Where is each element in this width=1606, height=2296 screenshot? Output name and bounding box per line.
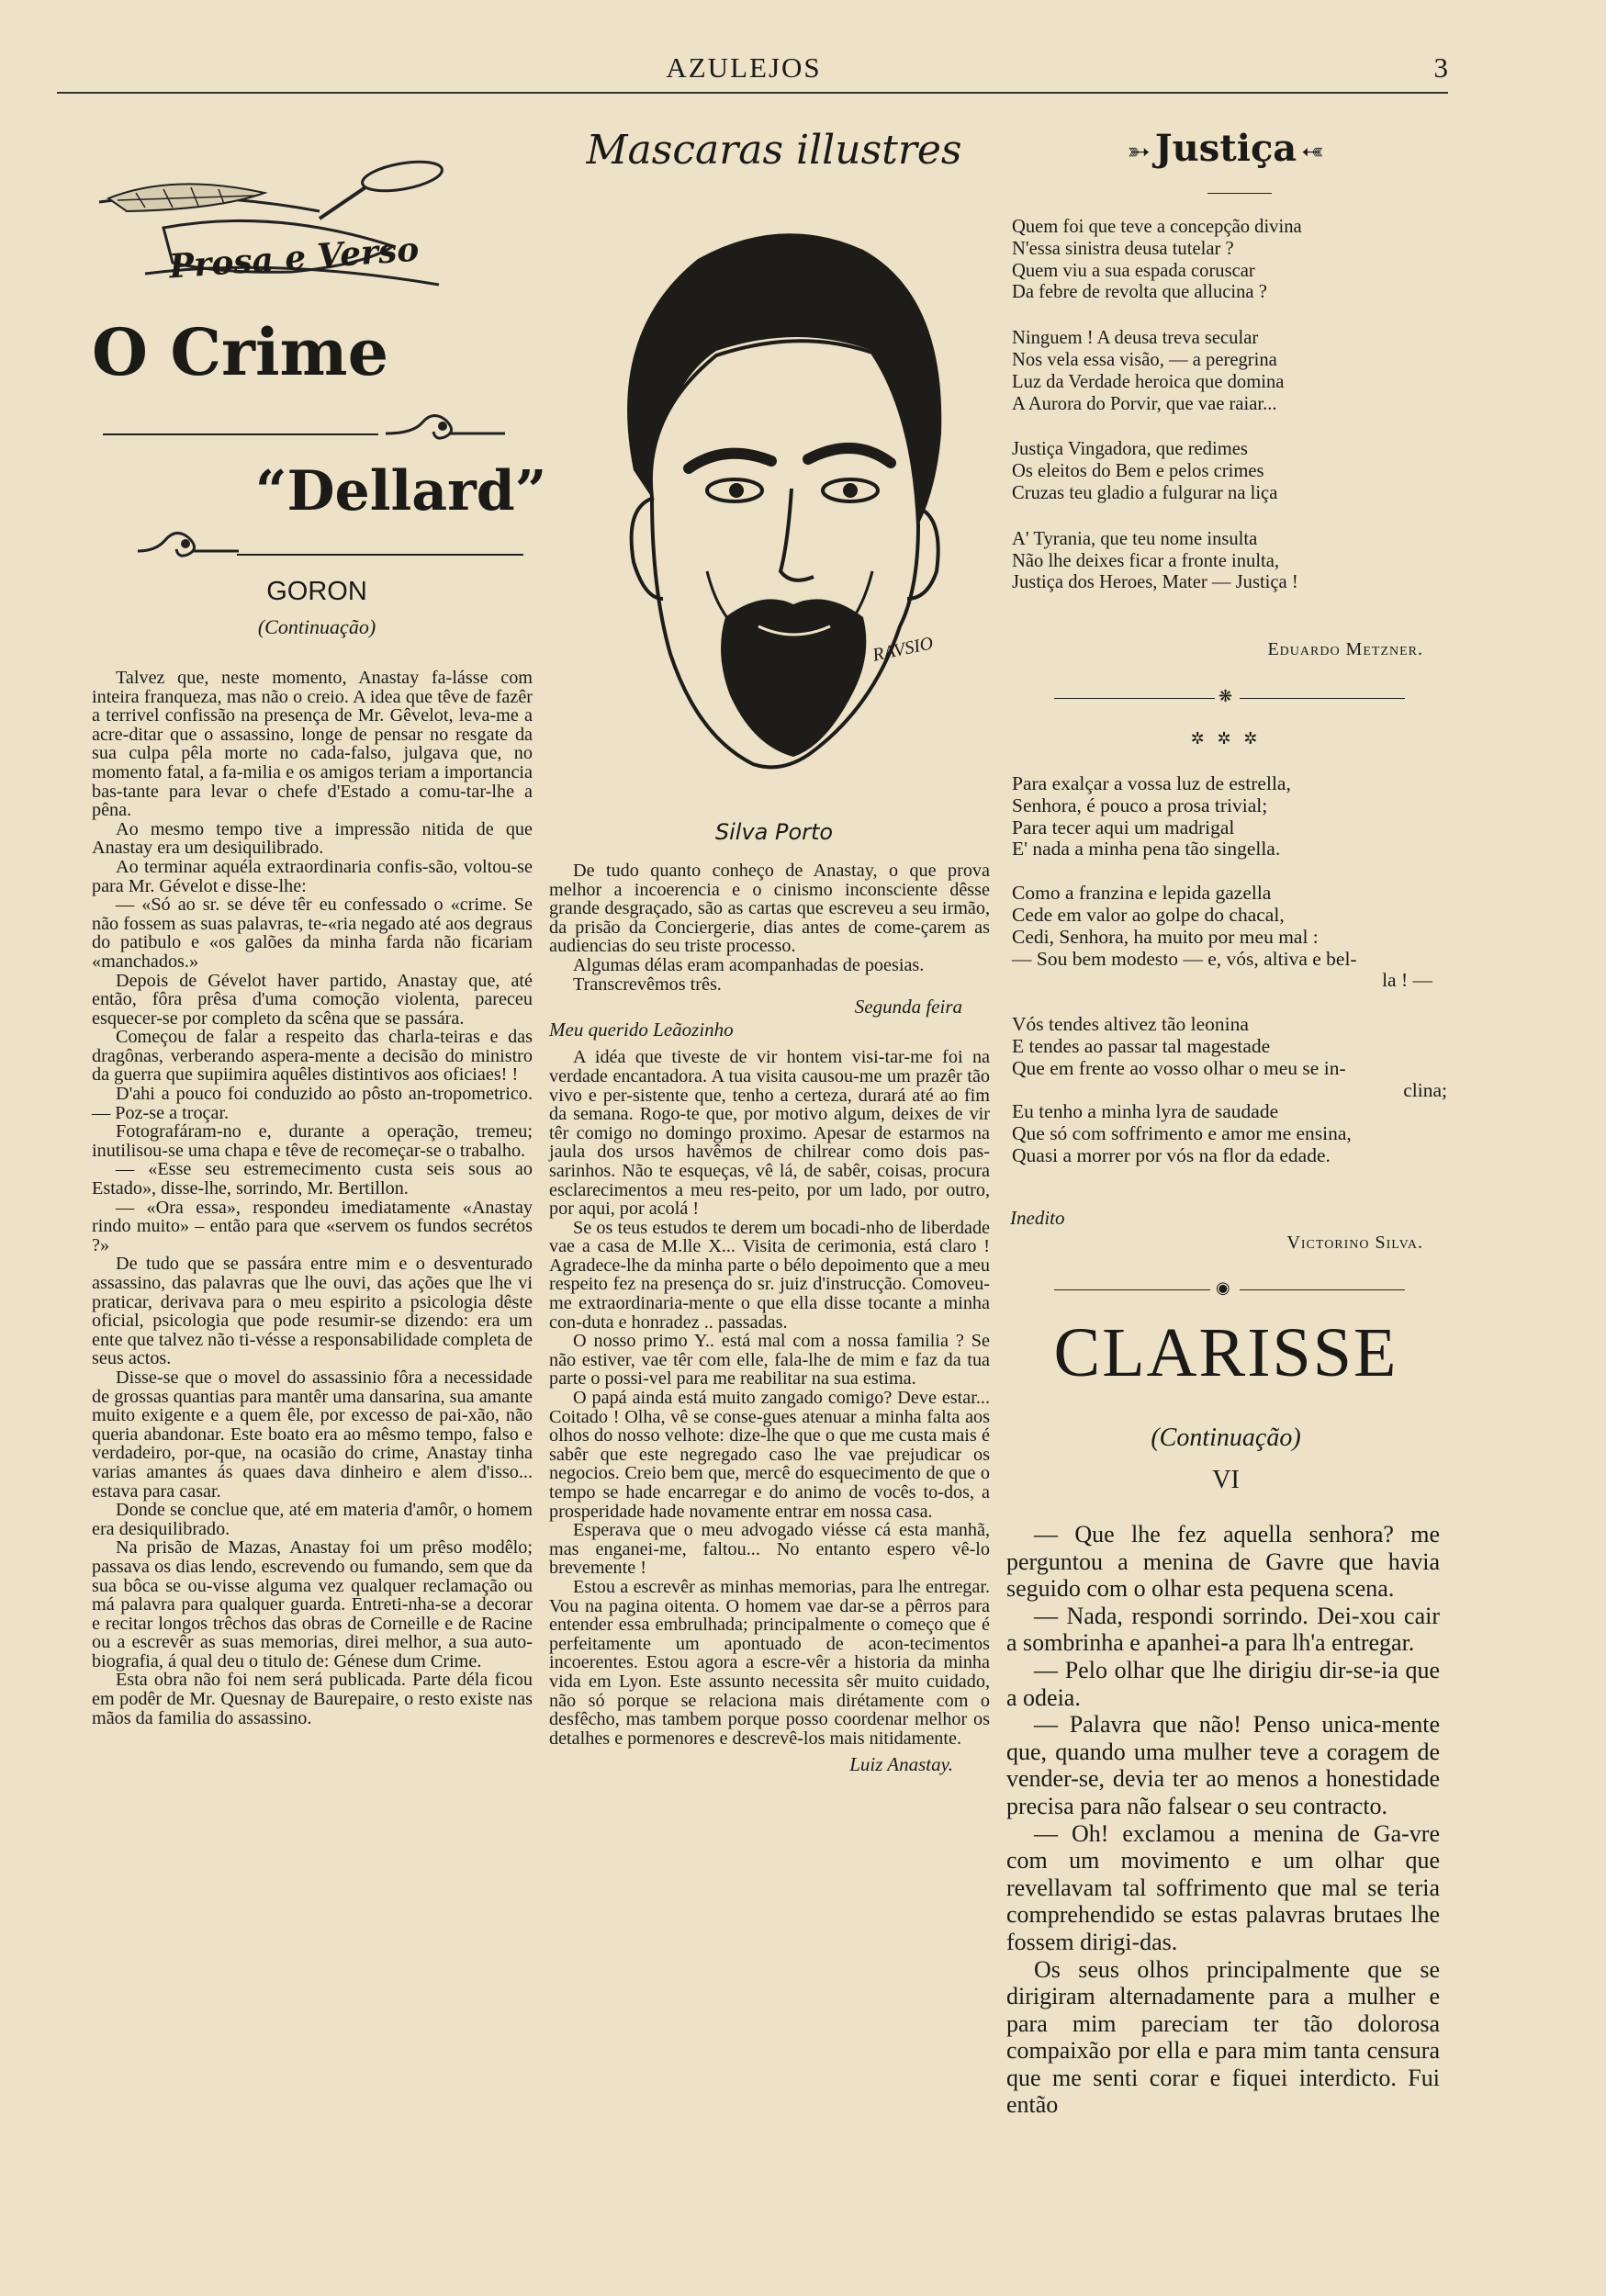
verse-line: Ninguem ! A deusa treva secular: [1012, 328, 1259, 349]
flourish-ornament: [138, 522, 239, 562]
verse-line: Senhora, é pouco a prosa trivial;: [1012, 793, 1268, 816]
paragraph: Ao mesmo tempo tive a impressão nitida de que Anastay era um desiquilibrado.: [92, 818, 533, 859]
arrow-ornament-icon: ➳: [1127, 136, 1151, 168]
verse-line: N'essa sinistra deusa tutelar ?: [1012, 238, 1234, 259]
running-header-title: AZULEJOS: [666, 51, 822, 84]
paragraph: Os seus olhos principalmente que se dirigiram alternadamente para a mulher e para mim pareciam ter tão dolorosa compaixão por ella e para mim tanta censura que me senti corar e fiquei interdicto. Fui então: [1006, 1955, 1440, 2119]
page-number: 3: [1433, 51, 1448, 84]
verse-line: Para exalçar a vossa luz de estrella,: [1012, 772, 1291, 794]
paragraph: — «Ora essa», respondeu imediatamente «Anastay rindo muito» – então para que «servem os fundos secrétos ?»: [92, 1197, 533, 1255]
verse-line: Quem viu a sua espada coruscar: [1012, 260, 1255, 281]
ornament-rule: [103, 433, 378, 435]
novel-continuation: (Continuação): [1151, 1424, 1301, 1452]
verse-line: Os eleitos do Bem e pelos crimes: [1012, 461, 1264, 482]
verse-line: Para tecer aqui um madrigal: [1012, 816, 1235, 838]
verse-line: Eu tenho a minha lyra de saudade: [1012, 1100, 1279, 1123]
novel-title: CLARISSE: [1053, 1314, 1398, 1391]
verse-line: A' Tyrania, que teu nome insulta: [1012, 528, 1258, 549]
verse-line: Quasi a morrer por vós na flor da edade.: [1012, 1143, 1331, 1166]
divider-rule: [1240, 1289, 1405, 1290]
paragraph: — Nada, respondi sorrindo. Dei-xou cair a sombrinha e apanhei-a para lh'a entregar.: [1006, 1602, 1440, 1657]
verse-line: Que em frente ao vosso olhar o meu se in-: [1012, 1056, 1346, 1079]
stanza: [1012, 217, 1443, 304]
poem-note: Inedito: [1010, 1207, 1065, 1229]
verse-line: Quem foi que teve a concepção divina: [1012, 217, 1302, 237]
portrait-icon: [597, 195, 964, 782]
paragraph: Transcrevêmos três.: [573, 974, 722, 995]
paragraph: — Que lhe fez aquella senhora? me perguntou a menina de Gavre que havia seguido com o olhar esta pequena scena.: [1006, 1521, 1440, 1603]
verse-line: Cedi, Senhora, ha muito por meu mal :: [1012, 925, 1319, 948]
poem-stars: ✲ ✲ ✲: [1190, 729, 1262, 748]
verse-line: Vós tendes altivez tão leonina: [1012, 1013, 1249, 1036]
verse-line: clina;: [1403, 1078, 1447, 1101]
title-rule: [1207, 193, 1272, 194]
section-logo-text: Prosa e Verso: [167, 230, 421, 287]
continuation-label: (Continuação): [257, 615, 376, 638]
poem-madrigal: [1012, 773, 1451, 1191]
verse-line: Não lhe deixes ficar a fronte inulta,: [1012, 550, 1280, 571]
paragraph: D'ahi a pouco foi conduzido ao pôsto an-tropometrico. — Poz-se a troçar.: [92, 1084, 533, 1123]
letter-signature: Luiz Anastay.: [849, 1753, 953, 1776]
paragraph: — Palavra que não! Penso unica-mente que, quando uma mulher teve a coragem de vender-se, devia ter ao menos a honestidade precisa para não falsear o seu contracto.: [1006, 1711, 1440, 1819]
poem-justica: [1012, 217, 1443, 618]
portrait-signature: RAVSIO: [870, 633, 936, 666]
paragraph: — «Esse seu estremecimento custa seis sous ao Estado», disse-lhe, sorrindo, Mr. Bertillon.: [92, 1159, 533, 1199]
paragraph: O papá ainda está muito zangado comigo? Deve estar... Coitado ! Olha, vê se conse-gues atenuar a minha falta aos olhos do nosso velhote: dize-lhe que o que me custa mais é sabêr que este negregado caso lhe vae prejudicar os negocios. Creio bem que, mercê do esquecimento de que o tempo se hade encarregar e do animo de vocês to-dos, a prosperidade hade novamente entrar em nossa casa.: [549, 1388, 990, 1522]
paragraph: Começou de falar a respeito das charla-teiras e das dragônas, verberando aspera-mente a decisão do ministro da guerra que supiimira aquêles distintivos aos oficiaes! !: [92, 1027, 533, 1086]
paragraph: Ao terminar aquéla extraordinaria confis-são, voltou-se para Mr. Gévelot e disse-lhe:: [92, 856, 533, 896]
paragraph: Algumas délas eram acompanhadas de poesias.: [573, 954, 925, 975]
stanza: [1012, 883, 1451, 992]
stanza: [1012, 529, 1443, 594]
paragraph: — Pelo olhar que lhe dirigiu dir-se-ia que a odeia.: [1006, 1656, 1440, 1711]
paragraph: — «Só ao sr. se déve têr eu confessado o «crime. Se não fossem as suas palavras, te-«ria negado até aos degraus do patibulo e «os galões da minha farda não ficariam «manchados.»: [92, 895, 533, 972]
prosa-e-verso-logo: [90, 154, 522, 292]
stanza: [1012, 1014, 1451, 1167]
poem-title-block: [1010, 127, 1442, 170]
verse-line: Cede em valor ao golpe do chacal,: [1012, 903, 1285, 926]
novel-chapter: VI: [1212, 1466, 1240, 1494]
arrow-ornament-icon: ➳: [1301, 136, 1325, 168]
article-title: O Crime: [92, 314, 389, 390]
poem-title: Justiça: [1154, 127, 1297, 170]
stanza: [1012, 773, 1451, 861]
verse-line: la ! —: [1382, 969, 1432, 992]
stanza: [1012, 328, 1443, 415]
poem-author: Victorino Silva.: [1286, 1232, 1423, 1253]
article-author: GORON: [266, 577, 367, 606]
divider-rule: [1054, 698, 1215, 699]
novel-body: [1006, 1521, 1440, 2119]
verse-line: A Aurora do Porvir, que vae raiar...: [1012, 393, 1277, 414]
header-rule: [57, 92, 1448, 94]
article-subtitle: “Dellard”: [255, 459, 547, 523]
paragraph: Se os teus estudos te derem um bocadi-nho de liberdade vae a casa de M.lle X... Visita de cerimonia, está claro ! Agradece-lhe da minha parte o bélo depoimento que a meu respeito fez na presença do sr. juiz d'instrucção. Comoveu-me extraordinaria-mente o que ella disse tocante a minha con-duta e honradez .. passadas.: [549, 1217, 990, 1333]
paragraph: Esta obra não foi nem será publicada. Parte déla ficou em podêr de Mr. Quesnay de Baurepaire, o resto existe nas mãos da familia do assassino.: [92, 1670, 533, 1728]
article-body: [92, 669, 533, 1728]
paragraph: Estou a escrevêr as minhas memorias, para lhe entregar. Vou na pagina oitenta. O homem vae dar-se a pêrros para entender essa embrulhada; principalmente o começo que é perfeitamente um apontuado de acon-tecimentos incoerentes. Estou agora a escre-vêr a historia da minha vida em Lyon. Este assunto necessita sêr muito cuidado, não só porque se relaciona mais dirétamente com o desfêcho, mas tambem porque posso coordenar melhor os detalhes e pormenores e descrevê-los mais nitidamente.: [549, 1576, 990, 1749]
paragraph: Disse-se que o movel do assassinio fôra a necessidade de grossas quantias para mantêr uma dansarina, sua amante muito exigente e a quem êle, por excesso de pai-xão, não queria abandonar. Este boato era ao mêsmo tempo, falso e verdadeiro, por-que, na ocasião do crime, Anastay tinha varias amantes ás quaes dava dinheiro e alem d'isso... estava para casar.: [92, 1367, 533, 1502]
paragraph: Donde se conclue que, até em materia d'amôr, o homem era desiquilibrado.: [92, 1500, 533, 1539]
divider-dot-icon: ◉: [1216, 1278, 1230, 1298]
paragraph: Talvez que, neste momento, Anastay fa-lásse com inteira franqueza, mas não o creio. A idea que têve de fazêr a terrivel confissão na presença de Mr. Gêvelot, leva-me a acre-ditar que o assassino, longe de pensar no resgate da sua culpa pêla morte no cada-falso, julgava que, no momento fatal, a fa-milia e os amigos teriam a importancia bas-tante para levar o chefe d'Estado a comu-tar-lhe a pêna.: [92, 668, 533, 821]
paragraph: Depois de Gévelot haver partido, Anastay que, até então, fôra prêsa d'uma comoção violenta, pareceu esquecer-se por completo da scêna que se passára.: [92, 970, 533, 1029]
divider-dot-icon: ❋: [1219, 687, 1233, 706]
ornament-rule: [237, 554, 523, 556]
stanza: [1012, 439, 1443, 504]
verse-line: Da febre de revolta que allucina ?: [1012, 282, 1267, 303]
verse-line: E' nada a minha pena tão singella.: [1012, 838, 1281, 861]
portrait-caption: Silva Porto: [714, 819, 834, 845]
paragraph: Na prisão de Mazas, Anastay foi um prêso modêlo; passava os dias lendo, escrevendo ou fumando, sem que da sua bôca se ou-visse alguma vez qualquer reclamação ou má palavra para qualquer guarda. Entreti-nha-se a decorar e recitar longos trêchos das obras de Corneille e de Racine ou a escrevêr as suas memorias, direi melhor, a sua auto-biografia, á qual deu o titulo de: Génese dum Crime.: [92, 1537, 533, 1671]
paragraph: De tudo que se passára entre mim e o desventurado assassino, das palavras que lhe ouvi, das ações que lhe vi praticar, derivava para o meu espirito a psicologia dêste oficial, psicologia que pode resumir-se dizendo: era um ente que talvez não ti-vésse a responsabilidade completa de seus actos.: [92, 1254, 533, 1369]
divider-rule: [1054, 1289, 1210, 1290]
portrait-illustration: [597, 195, 964, 782]
verse-line: Nos vela essa visão, — a peregrina: [1012, 349, 1277, 370]
divider-rule: [1240, 698, 1405, 699]
verse-line: Justiça Vingadora, que redimes: [1012, 439, 1248, 460]
paragraph: Fotografáram-no e, durante a operação, tremeu; inutilisou-se uma chapa e têve de recomeçar-se o trabalho.: [92, 1121, 533, 1161]
verse-line: Justiça dos Heroes, Mater — Justiça !: [1012, 572, 1298, 593]
verse-line: Como a franzina e lepida gazella: [1012, 882, 1272, 905]
flourish-ornament: [386, 410, 505, 450]
verse-line: — Sou bem modesto — e, vós, altiva e bel-: [1012, 947, 1357, 970]
letter-salutation: Meu querido Leãozinho: [549, 1018, 734, 1041]
letter-dateline: Segunda feira: [854, 996, 962, 1019]
paragraph: Esperava que o meu advogado viésse cá esta manhã, mas enganei-me, faltou... No entanto espero vê-lo brevemente !: [549, 1520, 990, 1579]
verse-line: E tendes ao passar tal magestade: [1012, 1034, 1271, 1057]
portrait-section-title: Mascaras illustres: [586, 127, 962, 174]
paragraph: O nosso primo Y.. está mal com a nossa familia ? Se não estiver, vae têr com elle, fala-lhe de mim e faz da tua parte o possi-vel para me reabilitar na sua estima.: [549, 1331, 990, 1390]
verse-line: Luz da Verdade heroica que domina: [1012, 371, 1285, 392]
letters-body: [549, 861, 990, 1774]
paragraph: A idéa que tiveste de vir hontem visi-tar-me foi na verdade encantadora. A tua visita causou-me um prazêr tão vivo e per-sistente que, tenho a certeza, durará até ao fim da semana. Rogo-te que, por motivo algum, deixes de vir têr comigo no domingo proximo. Apesar de estarmos na jaula dos ursos havêmos de chilrear como dois pas-sarinhos. Não te esqueças, vê lá, de sabêr, coisas, procura esclarecimentos a meu res-peito, por um lado, por outro, por aqui, por acolá !: [549, 1047, 990, 1220]
verse-line: Cruzas teu gladio a fulgurar na liça: [1012, 482, 1278, 503]
paragraph: — Oh! exclamou a menina de Ga-vre com um movimento e um olhar que revellavam tal soffrimento que mal se teria comprehendido se estas palavras brutaes lhe fossem dirigi-das.: [1006, 1819, 1440, 1955]
paragraph: De tudo quanto conheço de Anastay, o que prova melhor a incoerencia e o cinismo inconsciente dêsse grande desgraçado, são as cartas que escreveu a seu irmão, da prisão da Conciergerie, dias antes de come-çarem as audiencias do seu triste processo.: [549, 861, 990, 957]
verse-line: Que só com soffrimento e amor me ensina,: [1012, 1122, 1352, 1145]
poem-author: Eduardo Metzner.: [1267, 639, 1423, 659]
